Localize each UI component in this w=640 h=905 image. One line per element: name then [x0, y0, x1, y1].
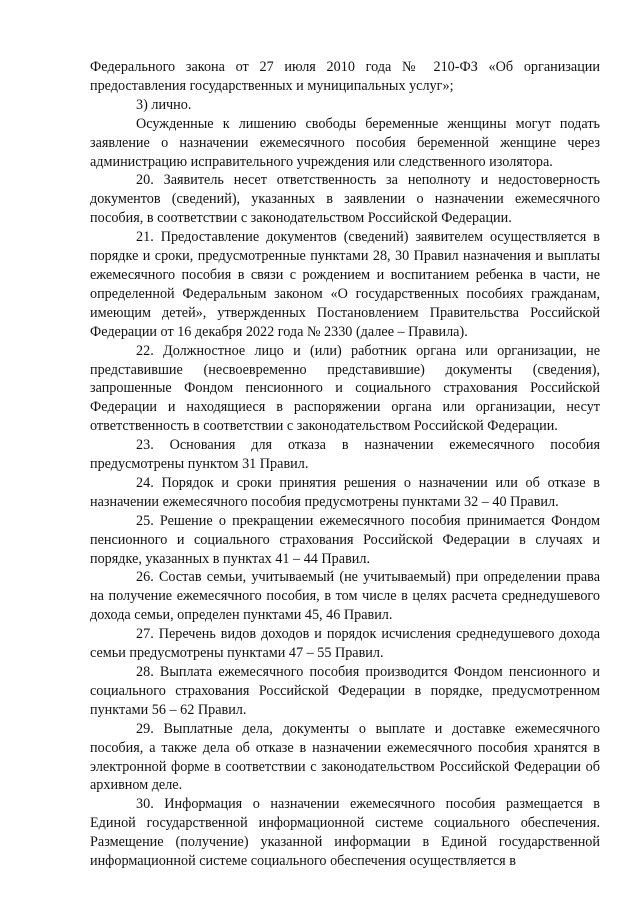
paragraph-29: 29. Выплатные дела, документы о выплате и доставке ежемесячного пособия, а также дела об отказе в назначении ежемесячного пособия хранятся в электронной форме в соответствии с законодательством Российской Федерации об архивном деле.: [90, 720, 600, 794]
paragraph-21: 21. Предоставление документов (сведений) заявителем осуществляется в порядке и сроки, предусмотренные пунктами 28, 30 Правил назначения и выплаты ежемесячного пособия в связи с рождением и воспитанием ребенка в части, не определенной Федеральным законом «О государственных пособиях гражданам, имеющим детей», утвержденных Постановлением Правительства Российской Федерации от 16 декабря 2022 года № 2330 (далее – Правила).: [90, 229, 600, 340]
paragraph-25: 25. Решение о прекращении ежемесячного пособия принимается Фондом пенсионного и социального страхования Российской Федерации в случаях и порядке, указанных в пунктах 41 – 44 Правил.: [90, 512, 600, 567]
paragraph-28: 28. Выплата ежемесячного пособия производится Фондом пенсионного и социального страхования Российской Федерации в порядке, предусмотренном пунктами 56 – 62 Правил.: [90, 664, 600, 718]
paragraph-item-3: 3) лично.: [136, 96, 192, 113]
paragraph-30: 30. Информация о назначении ежемесячного пособия размещается в Единой государственной информационной системе социального обеспечения. Размещение (получение) указанной информации в Единой государственной информационной системе социального обеспечения осуществляется в: [90, 796, 600, 870]
paragraph-continuation: Федерального закона от 27 июля 2010 года № 210-ФЗ «Об организации предоставления государственных и муниципальных услуг»;: [90, 59, 600, 94]
paragraph-convicted-women: Осужденные к лишению свободы беременные женщины могут подать заявление о назначении ежемесячного пособия беременной женщине через администрацию исправительного учреждения или следственного изолятора.: [90, 115, 600, 170]
paragraph-22: 22. Должностное лицо и (или) работник органа или организации, не представившие (несвоевременно представившие) документы (сведения), запрошенные Фондом пенсионного и социального страхования Российской Федерации и находящиеся в распоряжении органа или организации, несут ответственность в соответствии с законодательством Российской Федерации.: [90, 342, 600, 435]
paragraph-23: 23. Основания для отказа в назначении ежемесячного пособия предусмотрены пунктом 31 Правил.: [90, 437, 600, 473]
paragraph-27: 27. Перечень видов доходов и порядок исчисления среднедушевого дохода семьи предусмотрены пунктами 47 – 55 Правил.: [90, 626, 600, 662]
paragraph-24: 24. Порядок и сроки принятия решения о назначении или об отказе в назначении ежемесячного пособия предусмотрены пунктами 32 – 40 Правил.: [90, 474, 600, 510]
paragraph-26: 26. Состав семьи, учитываемый (не учитываемый) при определении права на получение ежемесячного пособия, в том числе в целях расчета среднедушевого дохода семьи, определен пунктами 45, 46 Правил.: [90, 569, 600, 624]
document-body: [90, 58, 600, 871]
paragraph-20: 20. Заявитель несет ответственность за неполноту и недостоверность документов (сведений), указанных в заявлении о назначении ежемесячного пособия, в соответствии с законодательством Российской Федерации.: [90, 172, 600, 227]
